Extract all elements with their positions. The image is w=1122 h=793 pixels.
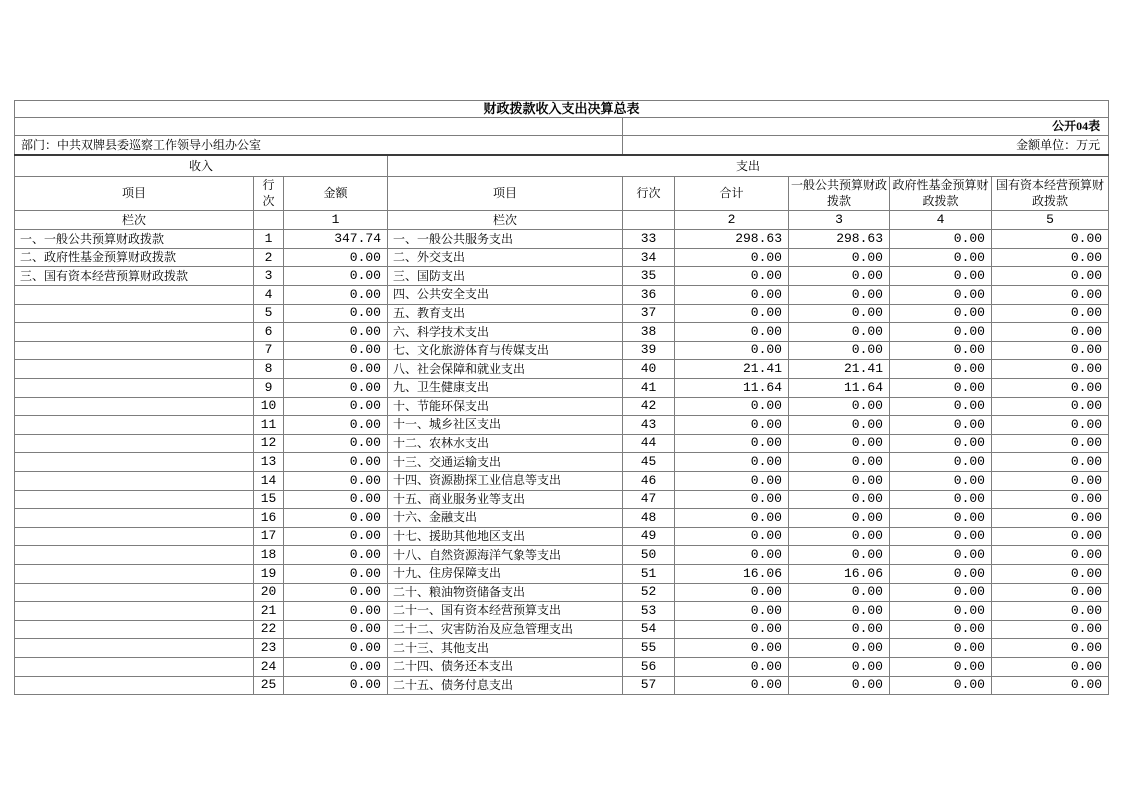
income-line-cell: 17	[254, 527, 284, 546]
expense-total-cell: 0.00	[675, 286, 789, 305]
expense-total-cell: 16.06	[675, 564, 789, 583]
expense-gov-fund-cell: 0.00	[890, 657, 992, 676]
income-amount-cell: 0.00	[284, 379, 388, 398]
income-amount-cell: 0.00	[284, 286, 388, 305]
income-line-cell: 9	[254, 379, 284, 398]
expense-item-cell: 十八、自然资源海洋气象等支出	[388, 546, 623, 565]
table-row	[15, 341, 1109, 360]
code-row-spacer-cell	[15, 118, 623, 136]
expense-state-capital-cell: 0.00	[992, 230, 1109, 249]
income-item-cell	[15, 546, 254, 565]
table-row	[15, 546, 1109, 565]
expense-general-budget-cell: 0.00	[789, 323, 890, 342]
expense-line-cell: 41	[623, 379, 675, 398]
expense-item-cell: 五、教育支出	[388, 304, 623, 323]
expense-gov-fund-cell: 0.00	[890, 230, 992, 249]
income-item-cell	[15, 304, 254, 323]
table-row	[15, 527, 1109, 546]
expense-line-cell: 44	[623, 434, 675, 453]
table-code: 公开04表	[623, 118, 1109, 136]
income-amount-cell: 0.00	[284, 583, 388, 602]
income-amount-cell: 0.00	[284, 490, 388, 509]
income-item-cell	[15, 397, 254, 416]
column-index-row	[15, 211, 1109, 230]
expense-state-capital-cell: 0.00	[992, 397, 1109, 416]
income-item-header: 项目	[15, 177, 254, 211]
income-amount-cell: 0.00	[284, 564, 388, 583]
expense-state-capital-cell: 0.00	[992, 471, 1109, 490]
income-column-index-label: 栏次	[15, 211, 254, 230]
table-row	[15, 509, 1109, 528]
expense-gov-fund-cell: 0.00	[890, 509, 992, 528]
income-item-cell	[15, 564, 254, 583]
expense-general-budget-cell: 0.00	[789, 248, 890, 267]
income-line-cell: 7	[254, 341, 284, 360]
expense-total-cell: 0.00	[675, 509, 789, 528]
expense-gov-fund-cell: 0.00	[890, 546, 992, 565]
expense-total-cell: 21.41	[675, 360, 789, 379]
expense-line-cell: 49	[623, 527, 675, 546]
table-body	[15, 230, 1109, 695]
table-row	[15, 379, 1109, 398]
table-row	[15, 657, 1109, 676]
unit-label: 金额单位：万元	[623, 136, 1109, 156]
expense-total-cell: 0.00	[675, 471, 789, 490]
income-amount-cell: 0.00	[284, 304, 388, 323]
income-line-cell: 25	[254, 676, 284, 695]
income-item-cell: 三、国有资本经营预算财政拨款	[15, 267, 254, 286]
income-item-cell	[15, 602, 254, 621]
expense-gov-fund-cell: 0.00	[890, 602, 992, 621]
expense-state-capital-cell: 0.00	[992, 286, 1109, 305]
expense-state-capital-cell: 0.00	[992, 657, 1109, 676]
department-row	[15, 136, 1109, 156]
expense-state-capital-cell: 0.00	[992, 248, 1109, 267]
income-amount-cell: 0.00	[284, 546, 388, 565]
expense-item-cell: 七、文化旅游体育与传媒支出	[388, 341, 623, 360]
expense-gov-fund-cell: 0.00	[890, 583, 992, 602]
expense-state-capital-cell: 0.00	[992, 620, 1109, 639]
expense-general-budget-cell: 0.00	[789, 434, 890, 453]
expense-total-cell: 0.00	[675, 602, 789, 621]
expense-line-cell: 51	[623, 564, 675, 583]
income-item-cell	[15, 323, 254, 342]
expense-general-budget-cell: 0.00	[789, 267, 890, 286]
expense-column-index-label: 栏次	[388, 211, 623, 230]
expense-state-capital-cell: 0.00	[992, 564, 1109, 583]
expense-total-cell: 0.00	[675, 397, 789, 416]
expense-general-budget-cell: 0.00	[789, 471, 890, 490]
expense-gov-fund-cell: 0.00	[890, 564, 992, 583]
expense-total-cell: 0.00	[675, 490, 789, 509]
expense-gov-fund-cell: 0.00	[890, 323, 992, 342]
expense-gov-fund-cell: 0.00	[890, 639, 992, 658]
income-line-cell: 16	[254, 509, 284, 528]
expense-gov-fund-cell: 0.00	[890, 397, 992, 416]
income-line-cell: 11	[254, 416, 284, 435]
expense-gov-fund-cell: 0.00	[890, 267, 992, 286]
expense-line-cell: 52	[623, 583, 675, 602]
section-header-row	[15, 155, 1109, 177]
table-row	[15, 323, 1109, 342]
income-amount-cell: 0.00	[284, 341, 388, 360]
income-item-cell: 一、一般公共预算财政拨款	[15, 230, 254, 249]
income-item-cell	[15, 416, 254, 435]
income-line-cell: 22	[254, 620, 284, 639]
income-item-cell	[15, 490, 254, 509]
income-line-cell: 13	[254, 453, 284, 472]
table-row	[15, 471, 1109, 490]
income-item-cell	[15, 527, 254, 546]
expense-item-cell: 六、科学技术支出	[388, 323, 623, 342]
income-amount-header: 金额	[284, 177, 388, 211]
income-line-cell: 6	[254, 323, 284, 342]
state-capital-budget-header: 国有资本经营预算财政拨款	[992, 177, 1109, 211]
expense-line-index-spacer	[623, 211, 675, 230]
expense-total-cell: 0.00	[675, 620, 789, 639]
expense-general-budget-cell: 0.00	[789, 527, 890, 546]
expense-state-capital-cell: 0.00	[992, 341, 1109, 360]
income-line-cell: 19	[254, 564, 284, 583]
expense-total-cell: 0.00	[675, 546, 789, 565]
expense-state-capital-cell: 0.00	[992, 490, 1109, 509]
column-index-1: 1	[284, 211, 388, 230]
expense-gov-fund-cell: 0.00	[890, 286, 992, 305]
income-amount-cell: 0.00	[284, 267, 388, 286]
expense-total-cell: 0.00	[675, 323, 789, 342]
expense-item-cell: 二十二、灾害防治及应急管理支出	[388, 620, 623, 639]
expense-state-capital-cell: 0.00	[992, 323, 1109, 342]
expense-line-cell: 53	[623, 602, 675, 621]
expense-total-cell: 0.00	[675, 341, 789, 360]
expense-state-capital-cell: 0.00	[992, 639, 1109, 658]
expense-item-cell: 十七、援助其他地区支出	[388, 527, 623, 546]
expense-total-header: 合计	[675, 177, 789, 211]
income-line-cell: 8	[254, 360, 284, 379]
expense-item-cell: 九、卫生健康支出	[388, 379, 623, 398]
income-item-cell	[15, 286, 254, 305]
expense-general-budget-cell: 0.00	[789, 639, 890, 658]
income-item-cell	[15, 360, 254, 379]
expense-total-cell: 0.00	[675, 657, 789, 676]
expense-state-capital-cell: 0.00	[992, 360, 1109, 379]
income-line-cell: 20	[254, 583, 284, 602]
expense-line-cell: 47	[623, 490, 675, 509]
table-row	[15, 416, 1109, 435]
expense-line-cell: 33	[623, 230, 675, 249]
expense-total-cell: 0.00	[675, 434, 789, 453]
expense-item-cell: 十、节能环保支出	[388, 397, 623, 416]
expense-item-cell: 十五、商业服务业等支出	[388, 490, 623, 509]
income-item-cell	[15, 676, 254, 695]
expense-item-cell: 八、社会保障和就业支出	[388, 360, 623, 379]
column-index-5: 5	[992, 211, 1109, 230]
column-index-4: 4	[890, 211, 992, 230]
expense-item-cell: 四、公共安全支出	[388, 286, 623, 305]
income-amount-cell: 0.00	[284, 323, 388, 342]
expense-line-cell: 43	[623, 416, 675, 435]
table-code-row	[15, 118, 1109, 136]
expense-line-cell: 42	[623, 397, 675, 416]
expense-general-budget-cell: 0.00	[789, 341, 890, 360]
expense-general-budget-cell: 0.00	[789, 490, 890, 509]
income-line-cell: 15	[254, 490, 284, 509]
income-line-index-spacer	[254, 211, 284, 230]
income-line-cell: 14	[254, 471, 284, 490]
table-row	[15, 248, 1109, 267]
expense-general-budget-cell: 0.00	[789, 304, 890, 323]
table-row	[15, 620, 1109, 639]
income-line-cell: 18	[254, 546, 284, 565]
table-row	[15, 564, 1109, 583]
expense-total-cell: 0.00	[675, 676, 789, 695]
table-row	[15, 639, 1109, 658]
expense-total-cell: 0.00	[675, 583, 789, 602]
income-item-cell	[15, 453, 254, 472]
income-amount-cell: 0.00	[284, 248, 388, 267]
expense-state-capital-cell: 0.00	[992, 527, 1109, 546]
expense-general-budget-cell: 0.00	[789, 657, 890, 676]
table-row	[15, 360, 1109, 379]
expense-item-cell: 十一、城乡社区支出	[388, 416, 623, 435]
expense-item-cell: 十六、金融支出	[388, 509, 623, 528]
expense-item-cell: 二、外交支出	[388, 248, 623, 267]
expense-general-budget-cell: 21.41	[789, 360, 890, 379]
expense-state-capital-cell: 0.00	[992, 546, 1109, 565]
income-line-cell: 2	[254, 248, 284, 267]
income-amount-cell: 0.00	[284, 397, 388, 416]
expense-total-cell: 0.00	[675, 304, 789, 323]
income-amount-cell: 0.00	[284, 453, 388, 472]
expense-state-capital-cell: 0.00	[992, 583, 1109, 602]
income-line-cell: 12	[254, 434, 284, 453]
income-amount-cell: 0.00	[284, 509, 388, 528]
income-amount-cell: 0.00	[284, 639, 388, 658]
income-line-cell: 1	[254, 230, 284, 249]
income-item-cell	[15, 379, 254, 398]
income-item-cell	[15, 471, 254, 490]
table-row	[15, 453, 1109, 472]
expense-item-header: 项目	[388, 177, 623, 211]
expense-state-capital-cell: 0.00	[992, 379, 1109, 398]
income-amount-cell: 0.00	[284, 434, 388, 453]
expense-line-cell: 35	[623, 267, 675, 286]
table-row	[15, 286, 1109, 305]
column-header-row	[15, 177, 1109, 211]
expense-state-capital-cell: 0.00	[992, 304, 1109, 323]
expense-gov-fund-cell: 0.00	[890, 248, 992, 267]
expense-general-budget-cell: 0.00	[789, 546, 890, 565]
income-item-cell	[15, 620, 254, 639]
expense-gov-fund-cell: 0.00	[890, 490, 992, 509]
income-amount-cell: 0.00	[284, 602, 388, 621]
table-row	[15, 267, 1109, 286]
expense-line-cell: 48	[623, 509, 675, 528]
expense-item-cell: 二十一、国有资本经营预算支出	[388, 602, 623, 621]
expense-item-cell: 二十三、其他支出	[388, 639, 623, 658]
report-title: 财政拨款收入支出决算总表	[15, 101, 1109, 118]
income-item-cell	[15, 341, 254, 360]
expense-line-cell: 36	[623, 286, 675, 305]
expense-item-cell: 十二、农林水支出	[388, 434, 623, 453]
expense-gov-fund-cell: 0.00	[890, 620, 992, 639]
expense-general-budget-cell: 0.00	[789, 583, 890, 602]
income-line-no-header: 行次	[254, 177, 284, 211]
expense-line-cell: 45	[623, 453, 675, 472]
expense-line-cell: 39	[623, 341, 675, 360]
expense-general-budget-cell: 0.00	[789, 286, 890, 305]
income-line-cell: 5	[254, 304, 284, 323]
expense-line-cell: 40	[623, 360, 675, 379]
table-row	[15, 397, 1109, 416]
expense-item-cell: 二十五、债务付息支出	[388, 676, 623, 695]
expense-item-cell: 一、一般公共服务支出	[388, 230, 623, 249]
expense-gov-fund-cell: 0.00	[890, 453, 992, 472]
income-item-cell: 二、政府性基金预算财政拨款	[15, 248, 254, 267]
expense-total-cell: 0.00	[675, 416, 789, 435]
table-row	[15, 490, 1109, 509]
income-section-header: 收入	[15, 155, 388, 177]
income-line-cell: 21	[254, 602, 284, 621]
expense-gov-fund-cell: 0.00	[890, 676, 992, 695]
general-budget-header: 一般公共预算财政拨款	[789, 177, 890, 211]
expense-gov-fund-cell: 0.00	[890, 416, 992, 435]
income-amount-cell: 0.00	[284, 527, 388, 546]
title-row	[15, 101, 1109, 118]
table-row	[15, 230, 1109, 249]
expense-item-cell: 二十四、债务还本支出	[388, 657, 623, 676]
expense-general-budget-cell: 0.00	[789, 676, 890, 695]
expense-state-capital-cell: 0.00	[992, 434, 1109, 453]
department-label: 部门：中共双牌县委巡察工作领导小组办公室	[15, 136, 623, 156]
table-row	[15, 434, 1109, 453]
gov-fund-budget-header: 政府性基金预算财政拨款	[890, 177, 992, 211]
expense-total-cell: 298.63	[675, 230, 789, 249]
table-row	[15, 676, 1109, 695]
column-index-2: 2	[675, 211, 789, 230]
expense-line-cell: 46	[623, 471, 675, 490]
expense-general-budget-cell: 0.00	[789, 397, 890, 416]
expense-state-capital-cell: 0.00	[992, 676, 1109, 695]
expense-line-cell: 50	[623, 546, 675, 565]
expense-general-budget-cell: 0.00	[789, 416, 890, 435]
expense-total-cell: 11.64	[675, 379, 789, 398]
income-amount-cell: 0.00	[284, 360, 388, 379]
income-amount-cell: 0.00	[284, 657, 388, 676]
expense-item-cell: 十四、资源勘探工业信息等支出	[388, 471, 623, 490]
expense-line-cell: 54	[623, 620, 675, 639]
expense-item-cell: 十九、住房保障支出	[388, 564, 623, 583]
expense-general-budget-cell: 11.64	[789, 379, 890, 398]
expense-item-cell: 三、国防支出	[388, 267, 623, 286]
expense-general-budget-cell: 0.00	[789, 509, 890, 528]
expense-line-cell: 34	[623, 248, 675, 267]
expense-line-cell: 57	[623, 676, 675, 695]
table-row	[15, 304, 1109, 323]
expense-line-cell: 38	[623, 323, 675, 342]
expense-state-capital-cell: 0.00	[992, 416, 1109, 435]
expense-state-capital-cell: 0.00	[992, 602, 1109, 621]
expense-state-capital-cell: 0.00	[992, 509, 1109, 528]
income-amount-cell: 0.00	[284, 471, 388, 490]
expense-gov-fund-cell: 0.00	[890, 304, 992, 323]
income-amount-cell: 0.00	[284, 620, 388, 639]
expense-total-cell: 0.00	[675, 527, 789, 546]
expense-general-budget-cell: 298.63	[789, 230, 890, 249]
expense-section-header: 支出	[388, 155, 1109, 177]
expense-total-cell: 0.00	[675, 267, 789, 286]
expense-item-cell: 十三、交通运输支出	[388, 453, 623, 472]
income-line-cell: 24	[254, 657, 284, 676]
expense-line-cell: 37	[623, 304, 675, 323]
income-item-cell	[15, 639, 254, 658]
expense-line-cell: 56	[623, 657, 675, 676]
expense-gov-fund-cell: 0.00	[890, 360, 992, 379]
expense-general-budget-cell: 16.06	[789, 564, 890, 583]
expense-general-budget-cell: 0.00	[789, 620, 890, 639]
expense-gov-fund-cell: 0.00	[890, 379, 992, 398]
fiscal-appropriation-summary-table	[14, 100, 1109, 695]
table-row	[15, 583, 1109, 602]
column-index-3: 3	[789, 211, 890, 230]
table-row	[15, 602, 1109, 621]
expense-line-cell: 55	[623, 639, 675, 658]
income-item-cell	[15, 434, 254, 453]
expense-state-capital-cell: 0.00	[992, 267, 1109, 286]
income-item-cell	[15, 657, 254, 676]
expense-gov-fund-cell: 0.00	[890, 471, 992, 490]
income-amount-cell: 0.00	[284, 676, 388, 695]
income-line-cell: 3	[254, 267, 284, 286]
expense-total-cell: 0.00	[675, 453, 789, 472]
income-line-cell: 10	[254, 397, 284, 416]
income-item-cell	[15, 509, 254, 528]
expense-gov-fund-cell: 0.00	[890, 527, 992, 546]
income-amount-cell: 0.00	[284, 416, 388, 435]
expense-general-budget-cell: 0.00	[789, 602, 890, 621]
income-item-cell	[15, 583, 254, 602]
expense-gov-fund-cell: 0.00	[890, 341, 992, 360]
income-line-cell: 23	[254, 639, 284, 658]
expense-item-cell: 二十、粮油物资储备支出	[388, 583, 623, 602]
expense-gov-fund-cell: 0.00	[890, 434, 992, 453]
expense-total-cell: 0.00	[675, 248, 789, 267]
expense-general-budget-cell: 0.00	[789, 453, 890, 472]
income-amount-cell: 347.74	[284, 230, 388, 249]
expense-state-capital-cell: 0.00	[992, 453, 1109, 472]
income-line-cell: 4	[254, 286, 284, 305]
expense-line-no-header: 行次	[623, 177, 675, 211]
expense-total-cell: 0.00	[675, 639, 789, 658]
